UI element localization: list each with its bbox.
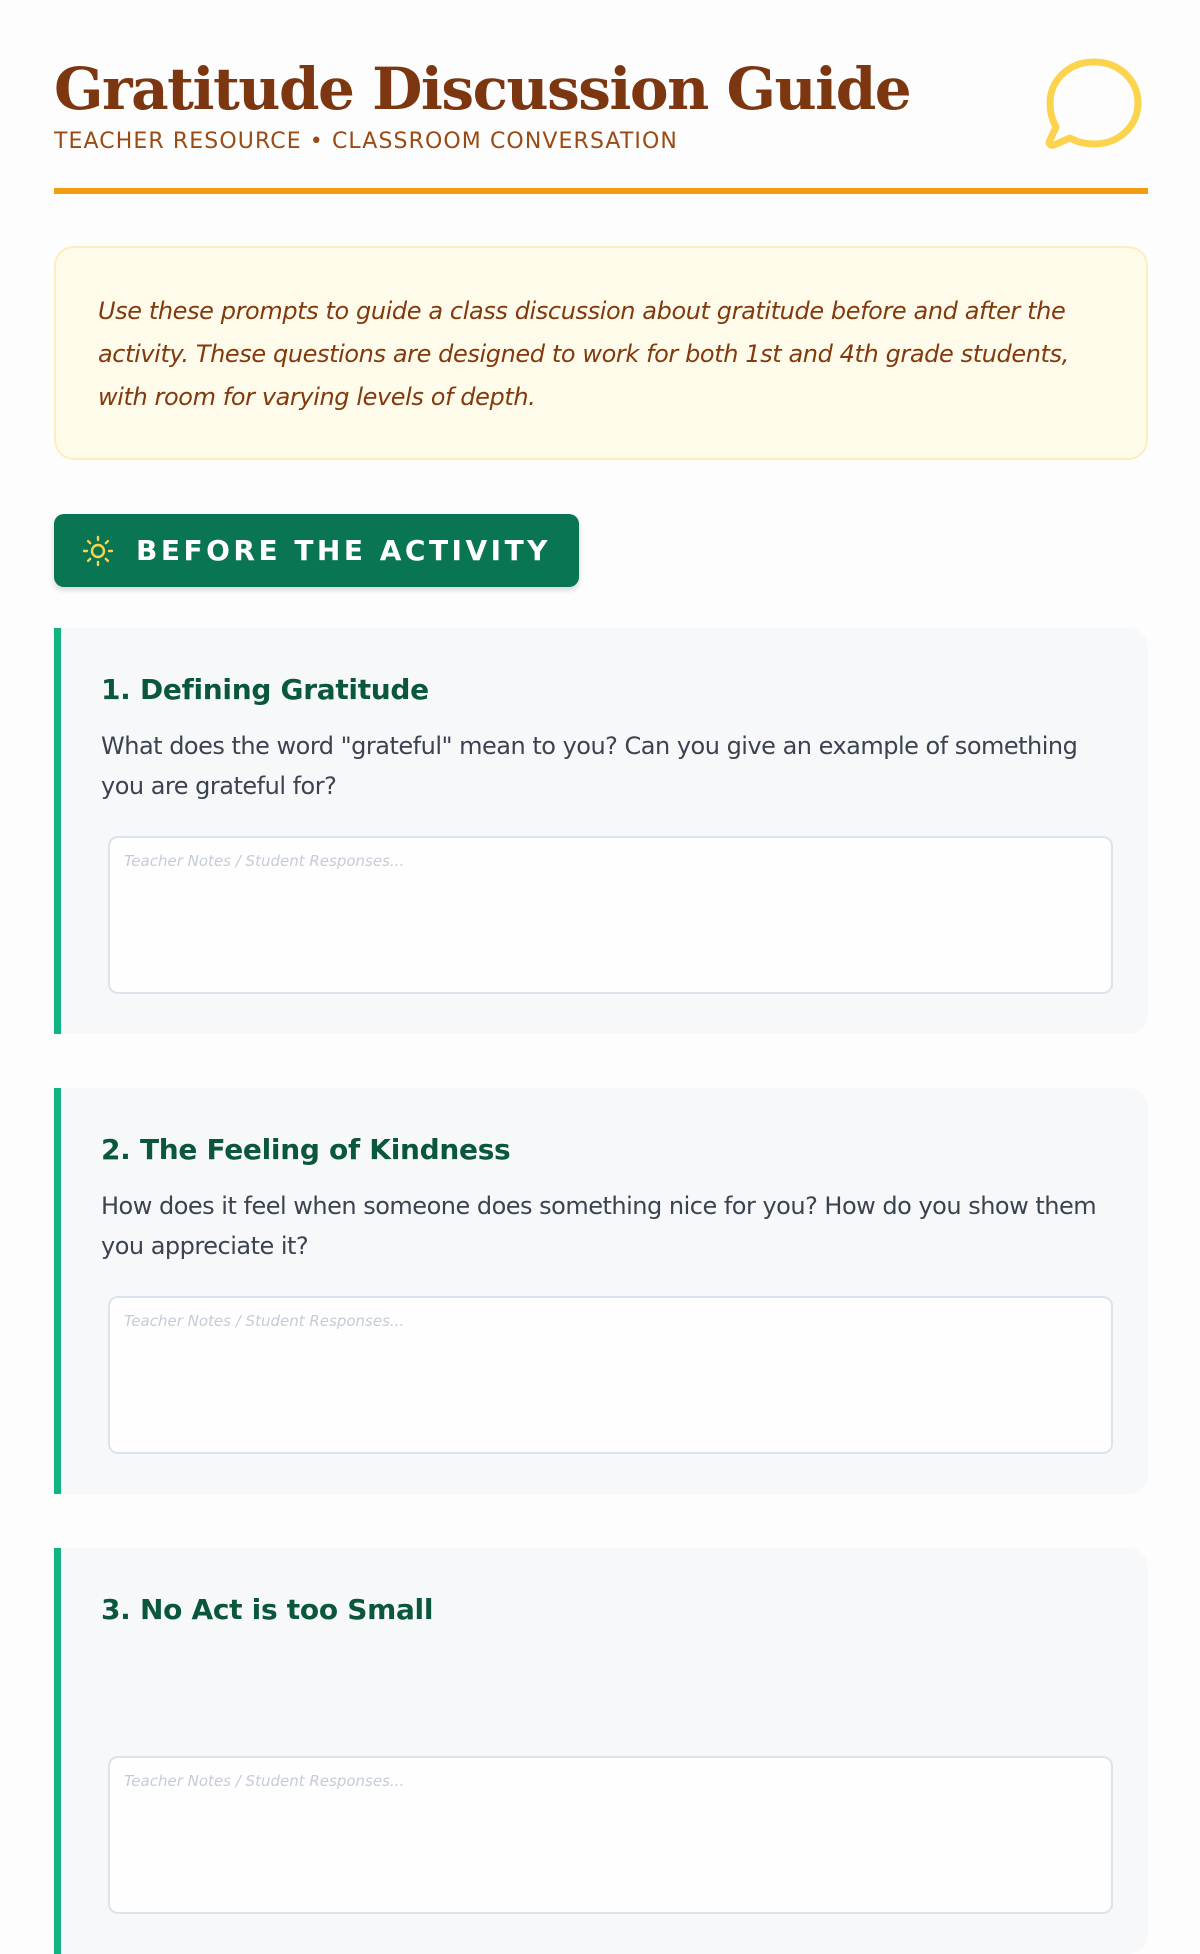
question-card [54, 628, 1148, 1034]
section-label: BEFORE THE ACTIVITY [136, 534, 551, 567]
question-card [54, 1088, 1148, 1494]
question-title: 1. Defining Gratitude [101, 673, 429, 706]
question-text: What does the word "grateful" mean to you? Can you give an example of something you are grateful for? [101, 732, 1078, 800]
page-title: Gratitude Discussion Guide [54, 55, 911, 123]
notes-field[interactable] [108, 1756, 1113, 1914]
question-text: How does it feel when someone does something nice for you? How do you show them you appreciate it? [101, 1192, 1097, 1260]
chat-bubble-icon [1042, 56, 1146, 160]
question-card [54, 1548, 1148, 1954]
page-subtitle: TEACHER RESOURCE • CLASSROOM CONVERSATION [54, 129, 678, 154]
section-header-before-activity [54, 514, 579, 587]
notes-field[interactable] [108, 1296, 1113, 1454]
sun-icon [82, 535, 114, 567]
discussion-guide-page [54, 0, 1148, 1626]
question-title: 3. No Act is too Small [101, 1593, 434, 1626]
intro-callout [54, 246, 1148, 460]
notes-field[interactable] [108, 836, 1113, 994]
page-header [54, 0, 1148, 194]
question-title: 2. The Feeling of Kindness [101, 1133, 511, 1166]
intro-text: Use these prompts to guide a class discussion about gratitude before and after the activity. These questions are designed to work for both 1st and 4th grade students, with room for varying levels of depth. [98, 297, 1069, 411]
